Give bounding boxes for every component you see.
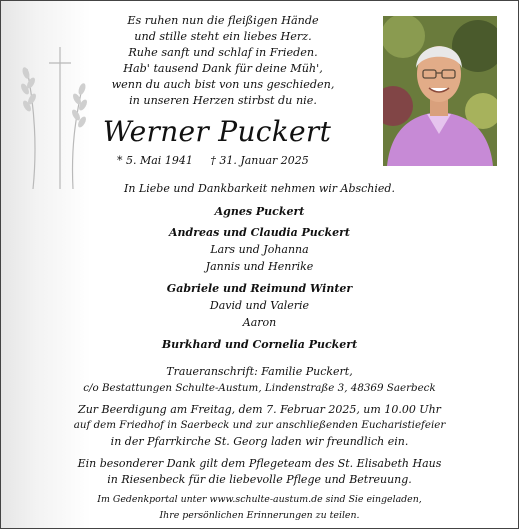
poem-line: in unseren Herzen stirbst du nie.: [129, 94, 317, 107]
family-member: Andreas und Claudia Puckert: [168, 226, 351, 239]
family-member: David und Valerie: [209, 299, 310, 312]
funeral-line: Zur Beerdigung am Freitag, dem 7. Februar 2025, um 10.00 Uhr: [78, 403, 441, 416]
address-line: c/o Bestattungen Schulte-Austum, Lindenstraße 3, 48369 Saerbeck: [83, 382, 436, 394]
poem-line: wenn du auch bist von uns geschieden,: [111, 78, 335, 91]
poem-line: Hab' tausend Dank für deine Müh',: [123, 62, 323, 75]
thanks-line: Ein besonderer Dank gilt dem Pflegeteam des St. Elisabeth Haus: [77, 457, 442, 470]
funeral-line: in der Pfarrkirche St. Georg laden wir freundlich ein.: [110, 435, 409, 448]
life-dates: [117, 154, 323, 167]
death-date: † 31. Januar 2025: [210, 154, 309, 167]
portrait-illustration: [383, 16, 497, 166]
thanks-line: in Riesenbeck für die liebevolle Pflege und Betreuung.: [107, 473, 412, 486]
family-member: Burkhard und Cornelia Puckert: [161, 338, 358, 351]
portal-line: Im Gedenkportal unter www.schulte-austum.de sind Sie eingeladen,: [97, 494, 422, 505]
poem-line: und stille steht ein liebes Herz.: [134, 30, 312, 43]
cross-wheat-icon: [13, 39, 93, 199]
family-member: Lars und Johanna: [210, 243, 309, 256]
family-member: Gabriele und Reimund Winter: [166, 282, 353, 295]
funeral-line: auf dem Friedhof in Saerbeck und zur anschließenden Eucharistiefeier: [73, 419, 446, 431]
poem-line: Ruhe sanft und schlaf in Frieden.: [128, 46, 318, 59]
family-member: Aaron: [242, 316, 277, 329]
poem: [93, 13, 353, 109]
portrait-photo: [383, 16, 497, 166]
address-line: Traueranschrift: Familie Puckert,: [166, 365, 353, 378]
deceased-name: Werner Puckert: [102, 115, 332, 148]
poem-line: Es ruhen nun die fleißigen Hände: [127, 14, 319, 27]
birth-date: * 5. Mai 1941: [117, 154, 193, 167]
family-member: Agnes Puckert: [214, 205, 305, 218]
family-member: Jannis und Henrike: [205, 260, 314, 273]
portal-line: Ihre persönlichen Erinnerungen zu teilen.: [159, 510, 360, 521]
farewell-intro: In Liebe und Dankbarkeit nehmen wir Abschied.: [124, 182, 395, 195]
